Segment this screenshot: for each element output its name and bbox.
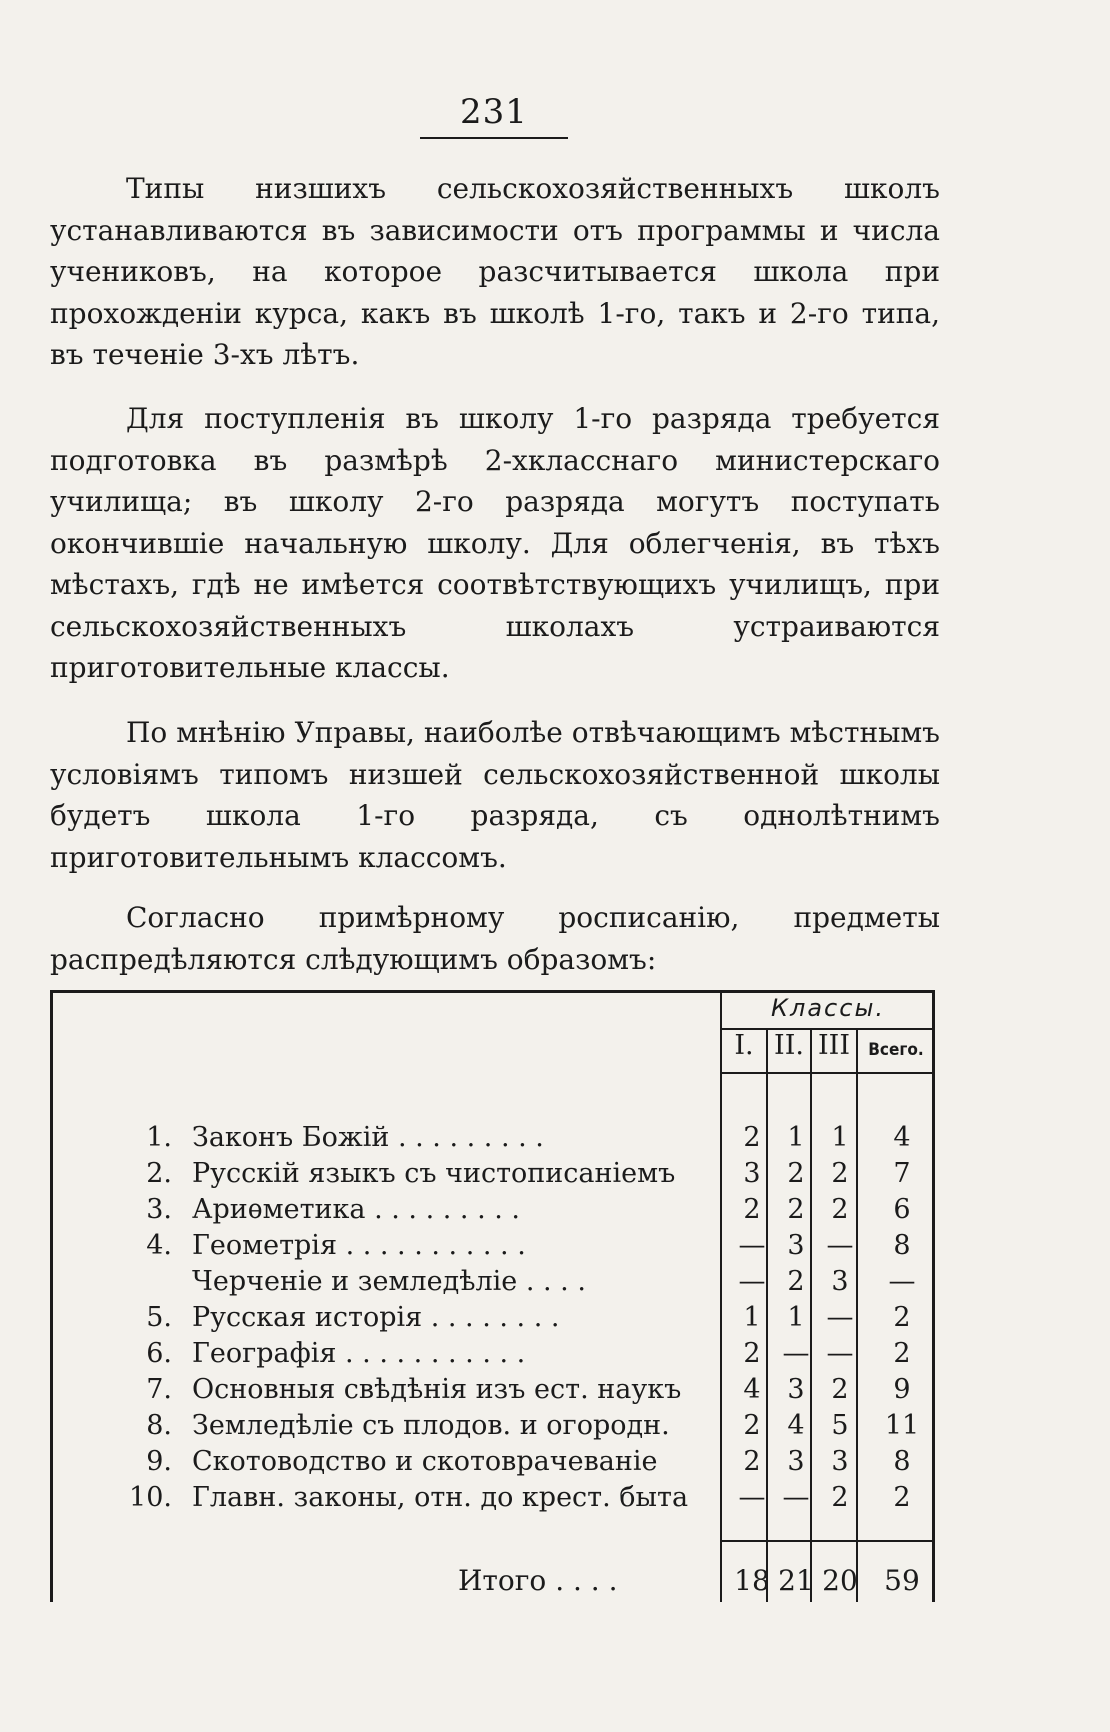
paragraph-3: По мнѣнію Управы, наиболѣе отвѣчающимъ мѣстнымъ условіямъ типомъ низшей сельскохозяйственной школы будетъ школа 1-го разряда, съ однолѣтнимъ приготовительнымъ классомъ. [50, 716, 940, 874]
row-class-2: 2 [787, 1194, 805, 1225]
row-subject: Черченіе и земледѣліе . . . . [192, 1266, 586, 1297]
paragraph-1: Типы низшихъ сельскохозяйственныхъ школъ устанавливаются въ зависимости отъ программы и числа учениковъ, на которое разсчитывается школа при прохожденіи курса, какъ въ школѣ 1-го, такъ и 2-го типа, въ теченіе 3-хъ лѣтъ. [50, 172, 940, 371]
row-total: 8 [893, 1446, 911, 1477]
row-subject: Скотоводство и скотоврачеваніе [192, 1446, 658, 1477]
row-class-3: 2 [831, 1374, 849, 1405]
row-class-3: — [826, 1338, 854, 1369]
row-class-2: — [782, 1338, 810, 1369]
row-total: — [888, 1266, 916, 1297]
row-class-2: 2 [787, 1158, 805, 1189]
row-number: 1. [146, 1122, 172, 1153]
paragraph-2: Для поступленія въ школу 1-го разряда требуется подготовка въ размѣрѣ 2-хкласснаго министерскаго училища; въ школу 2-го разряда могутъ поступать окончившіе начальную школу. Для облегченія, въ тѣхъ мѣстахъ, гдѣ не имѣется соотвѣтствующихъ училищъ, при сельскохозяйственныхъ школахъ устраиваются приготовительные классы. [50, 402, 940, 684]
row-class-2: 2 [787, 1266, 805, 1297]
row-subject: Законъ Божій . . . . . . . . . [192, 1122, 544, 1153]
row-subject: Земледѣліе съ плодов. и огородн. [192, 1410, 670, 1441]
row-class-3: 2 [831, 1482, 849, 1513]
table-row [0, 1192, 1110, 1228]
row-class-2: 1 [787, 1122, 805, 1153]
row-class-2: 3 [787, 1374, 805, 1405]
table-row [0, 1228, 1110, 1264]
row-class-1: 2 [743, 1338, 761, 1369]
row-class-2: 3 [787, 1230, 805, 1261]
row-subject: Ариѳметика . . . . . . . . . [192, 1194, 521, 1225]
row-total: 2 [893, 1338, 911, 1369]
row-class-3: 5 [831, 1410, 849, 1441]
row-number: 4. [146, 1230, 172, 1261]
total-class-3: 20 [822, 1564, 858, 1597]
row-class-3: 2 [831, 1194, 849, 1225]
table-row [0, 1480, 1110, 1516]
page-number-rule [420, 137, 568, 139]
paragraph-4: Согласно примѣрному росписанію, предметы распредѣляются слѣдующимъ образомъ: [50, 901, 940, 976]
row-class-3: — [826, 1302, 854, 1333]
row-class-3: 3 [831, 1446, 849, 1477]
row-class-1: 4 [743, 1374, 761, 1405]
row-class-3: 3 [831, 1266, 849, 1297]
table-row [0, 1336, 1110, 1372]
row-class-2: 3 [787, 1446, 805, 1477]
row-class-1: 3 [743, 1158, 761, 1189]
row-class-1: 2 [743, 1122, 761, 1153]
total-row [0, 1562, 1110, 1600]
row-number: 8. [146, 1410, 172, 1441]
row-total: 4 [893, 1122, 911, 1153]
row-number: 5. [146, 1302, 172, 1333]
total-label: Итого . . . . [458, 1564, 618, 1597]
table-row [0, 1408, 1110, 1444]
row-subject: Географія . . . . . . . . . . . [192, 1338, 526, 1369]
row-class-2: 1 [787, 1302, 805, 1333]
column-header-class-3: III [818, 1030, 850, 1061]
row-total: 7 [893, 1158, 911, 1189]
row-subject: Русская исторія . . . . . . . . [192, 1302, 560, 1333]
row-number: 2. [146, 1158, 172, 1189]
classes-header: Классы. [770, 994, 886, 1022]
row-total: 8 [893, 1230, 911, 1261]
row-class-1: — [738, 1266, 766, 1297]
row-total: 9 [893, 1374, 911, 1405]
total-class-1: 18 [734, 1564, 770, 1597]
total-rule [720, 1540, 934, 1542]
row-class-1: — [738, 1482, 766, 1513]
row-class-1: 2 [743, 1446, 761, 1477]
row-number: 9. [146, 1446, 172, 1477]
column-header-class-2: II. [774, 1030, 804, 1061]
row-total: 11 [884, 1410, 920, 1441]
row-subject: Геометрія . . . . . . . . . . . [192, 1230, 526, 1261]
page-number: 231 [460, 92, 528, 132]
row-class-1: 2 [743, 1410, 761, 1441]
row-total: 2 [893, 1482, 911, 1513]
column-header-total: Всего. [868, 1040, 924, 1060]
row-subject: Главн. законы, отн. до крест. быта [192, 1482, 689, 1513]
row-subject: Основныя свѣдѣнія изъ ест. наукъ [192, 1374, 682, 1405]
header-rule [720, 1072, 934, 1074]
row-class-3: 1 [831, 1122, 849, 1153]
table-row [0, 1372, 1110, 1408]
table-row [0, 1120, 1110, 1156]
table-row [0, 1444, 1110, 1480]
row-class-3: 2 [831, 1158, 849, 1189]
total-all: 59 [884, 1564, 920, 1597]
row-class-1: — [738, 1230, 766, 1261]
table-row [0, 1264, 1110, 1300]
row-number: 7. [146, 1374, 172, 1405]
row-number: 3. [146, 1194, 172, 1225]
row-number: 10. [129, 1482, 172, 1513]
row-class-3: — [826, 1230, 854, 1261]
column-header-class-1: I. [734, 1030, 754, 1061]
table-row [0, 1156, 1110, 1192]
row-total: 6 [893, 1194, 911, 1225]
row-class-1: 2 [743, 1194, 761, 1225]
row-subject: Русскій языкъ съ чистописаніемъ [192, 1158, 676, 1189]
row-total: 2 [893, 1302, 911, 1333]
total-class-2: 21 [778, 1564, 814, 1597]
row-number: 6. [146, 1338, 172, 1369]
row-class-1: 1 [743, 1302, 761, 1333]
table-row [0, 1300, 1110, 1336]
row-class-2: 4 [787, 1410, 805, 1441]
row-class-2: — [782, 1482, 810, 1513]
